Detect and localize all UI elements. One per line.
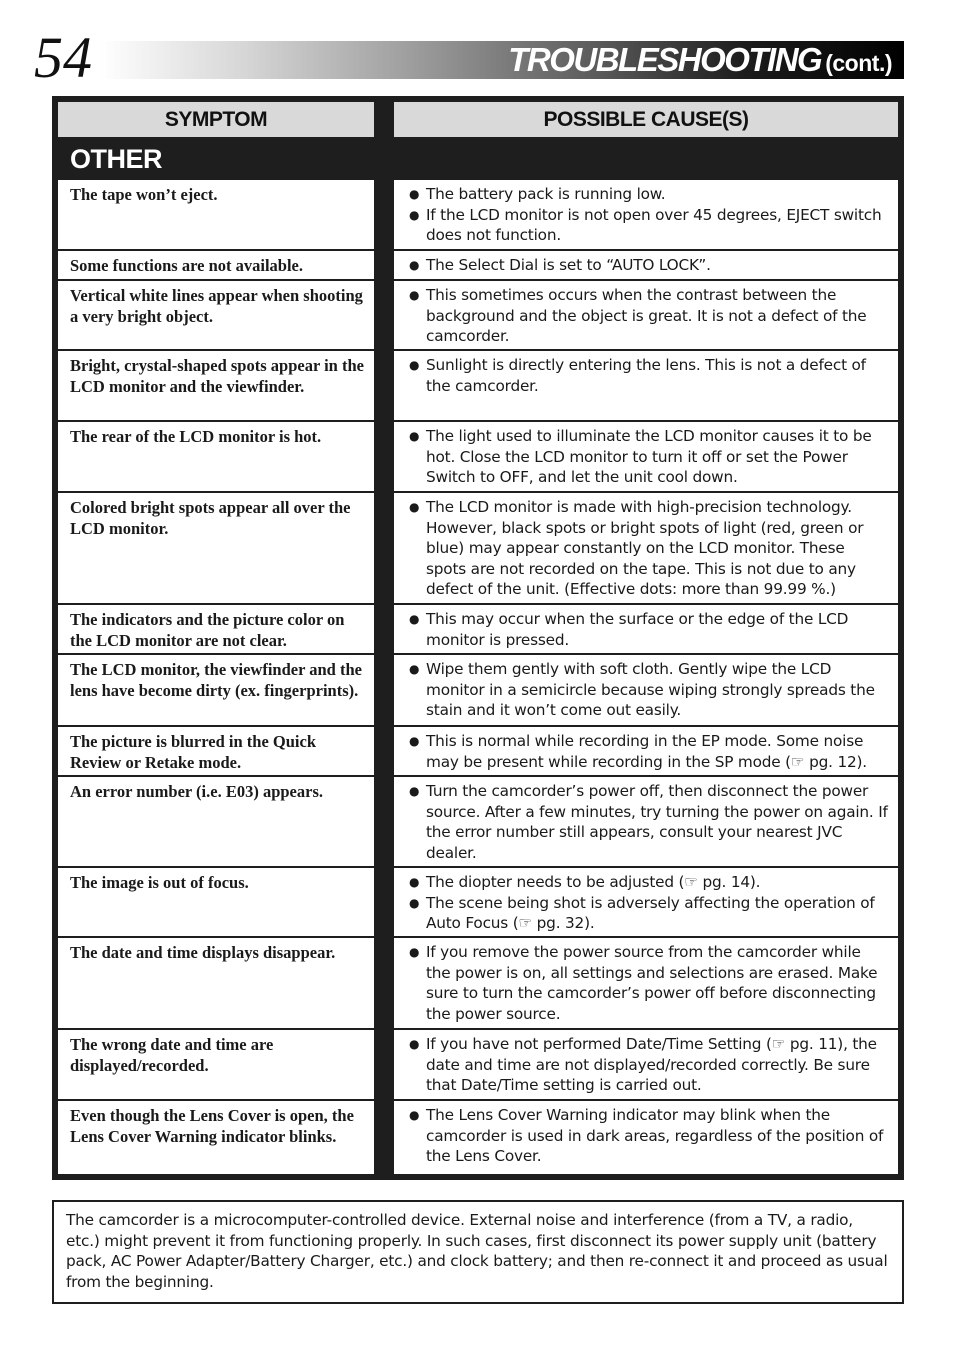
- cause-item: [409, 426, 888, 488]
- cause-text: The Select Dial is set to “AUTO LOCK”.: [426, 256, 711, 274]
- table-row: [58, 727, 898, 775]
- symptom-text: The LCD monitor, the viewfinder and the lens have become dirty (ex. fingerprints).: [70, 660, 362, 700]
- note-box: [52, 1200, 904, 1304]
- symptom-text: Vertical white lines appear when shooting a very bright object.: [70, 286, 363, 326]
- cause-cell: [394, 655, 898, 725]
- cause-text: The Lens Cover Warning indicator may blink when the camcorder is used in dark areas, regardless of the position of the Lens Cover.: [426, 1106, 884, 1165]
- symptom-text: Some functions are not available.: [70, 256, 303, 275]
- cause-list: [394, 1030, 898, 1096]
- cause-text: The light used to illuminate the LCD monitor causes it to be hot. Close the LCD monitor to turn it off or set the Power Switch to OFF, and let the unit cool down.: [426, 427, 872, 486]
- cause-item: [409, 1105, 888, 1167]
- cause-cell: [394, 251, 898, 279]
- cause-cell: [394, 281, 898, 349]
- cause-item: [409, 205, 888, 246]
- bullet-icon: ●: [409, 875, 420, 889]
- table-row: [58, 868, 898, 936]
- cause-item: [409, 942, 888, 1024]
- cause-cell: [394, 868, 898, 936]
- table-row: [58, 281, 898, 349]
- bullet-icon: ●: [409, 895, 420, 910]
- table-row: [58, 938, 898, 1028]
- cause-cell: [394, 727, 898, 775]
- symptom-cell: [58, 777, 374, 866]
- title-suffix: (cont.): [825, 50, 892, 76]
- cause-list: [394, 868, 898, 934]
- symptom-text: The image is out of focus.: [70, 873, 249, 892]
- page-title: [508, 41, 892, 79]
- cause-list: [394, 727, 898, 772]
- cause-cell: [394, 422, 898, 491]
- cause-item: [409, 731, 888, 772]
- symptom-text: Even though the Lens Cover is open, the Lens Cover Warning indicator blinks.: [70, 1106, 354, 1146]
- cause-text: The scene being shot is adversely affecting the operation of Auto Focus (☞ pg. 32).: [426, 893, 875, 932]
- cause-text: This is normal while recording in the EP mode. Some noise may be present while recording in the SP mode (☞ pg. 12).: [426, 732, 867, 771]
- bullet-icon: ●: [409, 612, 420, 626]
- symptom-cell: [58, 351, 374, 420]
- cause-text: If you remove the power source from the camcorder while the power is on, all settings and selections are erased. Make sure to turn the camcorder’s power off before disconnecting the power source.: [426, 943, 878, 1023]
- cause-item: [409, 497, 888, 600]
- cause-cell: [394, 1101, 898, 1174]
- bullet-icon: ●: [409, 288, 420, 302]
- bullet-icon: ●: [409, 1037, 420, 1051]
- cause-item: [409, 609, 888, 650]
- symptom-text: An error number (i.e. E03) appears.: [70, 782, 323, 801]
- cause-item: [409, 184, 888, 205]
- cause-cell: [394, 605, 898, 653]
- symptom-text: Colored bright spots appear all over the LCD monitor.: [70, 498, 351, 538]
- symptom-cell: [58, 1030, 374, 1099]
- symptom-text: Bright, crystal-shaped spots appear in the LCD monitor and the viewfinder.: [70, 356, 364, 396]
- cause-item: [409, 1034, 888, 1096]
- page-number: 54: [34, 25, 92, 90]
- cause-list: [394, 938, 898, 1024]
- table-row: [58, 605, 898, 653]
- symptom-cell: [58, 938, 374, 1028]
- cause-list: [394, 605, 898, 650]
- symptom-text: The wrong date and time are displayed/recorded.: [70, 1035, 274, 1075]
- symptom-cell: [58, 727, 374, 775]
- table-row: [58, 251, 898, 279]
- cause-item: [409, 872, 888, 893]
- symptom-cell: [58, 493, 374, 603]
- bullet-icon: ●: [409, 358, 420, 372]
- bullet-icon: ●: [409, 500, 420, 514]
- symptom-cell: [58, 251, 374, 279]
- cause-list: [394, 655, 898, 721]
- table-row: [58, 180, 898, 249]
- cause-item: [409, 255, 888, 276]
- table-row: [58, 1101, 898, 1174]
- causes-column-header: POSSIBLE CAUSE(S): [394, 102, 898, 137]
- table-row: [58, 351, 898, 420]
- title-main: TROUBLESHOOTING: [508, 41, 822, 78]
- bullet-icon: ●: [409, 734, 420, 748]
- cause-text: The battery pack is running low.: [426, 185, 666, 203]
- bullet-icon: ●: [409, 207, 420, 222]
- bullet-icon: ●: [409, 258, 420, 272]
- symptom-text: The rear of the LCD monitor is hot.: [70, 427, 322, 446]
- cause-list: [394, 493, 898, 600]
- bullet-icon: ●: [409, 187, 420, 201]
- table-row: [58, 655, 898, 725]
- cause-list: [394, 281, 898, 347]
- symptom-text: The indicators and the picture color on the LCD monitor are not clear.: [70, 610, 345, 650]
- bullet-icon: ●: [409, 784, 420, 798]
- cause-cell: [394, 938, 898, 1028]
- cause-item: [409, 659, 888, 721]
- bullet-icon: ●: [409, 1108, 420, 1122]
- cause-item: [409, 285, 888, 347]
- bullet-icon: ●: [409, 662, 420, 676]
- cause-text: The diopter needs to be adjusted (☞ pg. 14).: [426, 873, 761, 891]
- symptom-cell: [58, 180, 374, 249]
- table-row: [58, 1030, 898, 1099]
- cause-list: [394, 1101, 898, 1167]
- cause-text: Wipe them gently with soft cloth. Gently wipe the LCD monitor in a semicircle because wiping strongly spreads the stain and it won’t come out easily.: [426, 660, 875, 719]
- troubleshooting-table: [52, 96, 904, 1180]
- symptom-cell: [58, 1101, 374, 1174]
- section-heading: OTHER: [70, 144, 162, 174]
- cause-text: This may occur when the surface or the edge of the LCD monitor is pressed.: [426, 610, 849, 649]
- cause-text: If the LCD monitor is not open over 45 degrees, EJECT switch does not function.: [426, 205, 882, 244]
- table-row: [58, 422, 898, 491]
- bullet-icon: ●: [409, 945, 420, 959]
- cause-cell: [394, 351, 898, 420]
- cause-text: The LCD monitor is made with high-precision technology. However, black spots or bright spots of light (red, green or blue) may appear constantly on the LCD monitor. These spots are not recorded on the tape. This is not due to any defect of the unit. (Effective dots: more than 99.99 %.): [426, 498, 864, 598]
- cause-list: [394, 422, 898, 488]
- cause-cell: [394, 1030, 898, 1099]
- cause-item: [409, 355, 888, 396]
- symptom-cell: [58, 655, 374, 725]
- cause-cell: [394, 493, 898, 603]
- symptom-text: The date and time displays disappear.: [70, 943, 336, 962]
- cause-cell: [394, 777, 898, 866]
- symptom-cell: [58, 281, 374, 349]
- cause-list: [394, 180, 898, 246]
- symptom-cell: [58, 605, 374, 653]
- symptom-column-header: SYMPTOM: [58, 102, 374, 137]
- symptom-cell: [58, 422, 374, 491]
- bullet-icon: ●: [409, 429, 420, 443]
- cause-text: This sometimes occurs when the contrast between the background and the object is great. It is not a defect of the camcorder.: [426, 286, 867, 345]
- cause-item: [409, 781, 888, 863]
- symptom-text: The picture is blurred in the Quick Review or Retake mode.: [70, 732, 317, 772]
- cause-text: Sunlight is directly entering the lens. This is not a defect of the camcorder.: [426, 356, 866, 395]
- table-row: [58, 493, 898, 603]
- cause-text: Turn the camcorder’s power off, then disconnect the power source. After a few minutes, try turning the power on again. If the error number still appears, consult your nearest JVC dealer.: [426, 782, 888, 862]
- cause-list: [394, 351, 898, 396]
- cause-text: If you have not performed Date/Time Setting (☞ pg. 11), the date and time are not displayed/recorded correctly. Be sure that Date/Time setting is carried out.: [426, 1035, 877, 1094]
- note-text: The camcorder is a microcomputer-controlled device. External noise and interference (from a TV, a radio, etc.) might prevent it from functioning properly. In such cases, first disconnect its power supply unit (battery pack, AC Power Adapter/Battery Charger, etc.) and clock battery; and then re-connect it and proceed as usual from the beginning.: [66, 1211, 888, 1291]
- symptom-text: The tape won’t eject.: [70, 185, 218, 204]
- cause-cell: [394, 180, 898, 249]
- title-bar: [100, 41, 904, 79]
- table-row: [58, 777, 898, 866]
- cause-item: [409, 893, 888, 934]
- symptom-cell: [58, 868, 374, 936]
- cause-list: [394, 251, 898, 276]
- cause-list: [394, 777, 898, 863]
